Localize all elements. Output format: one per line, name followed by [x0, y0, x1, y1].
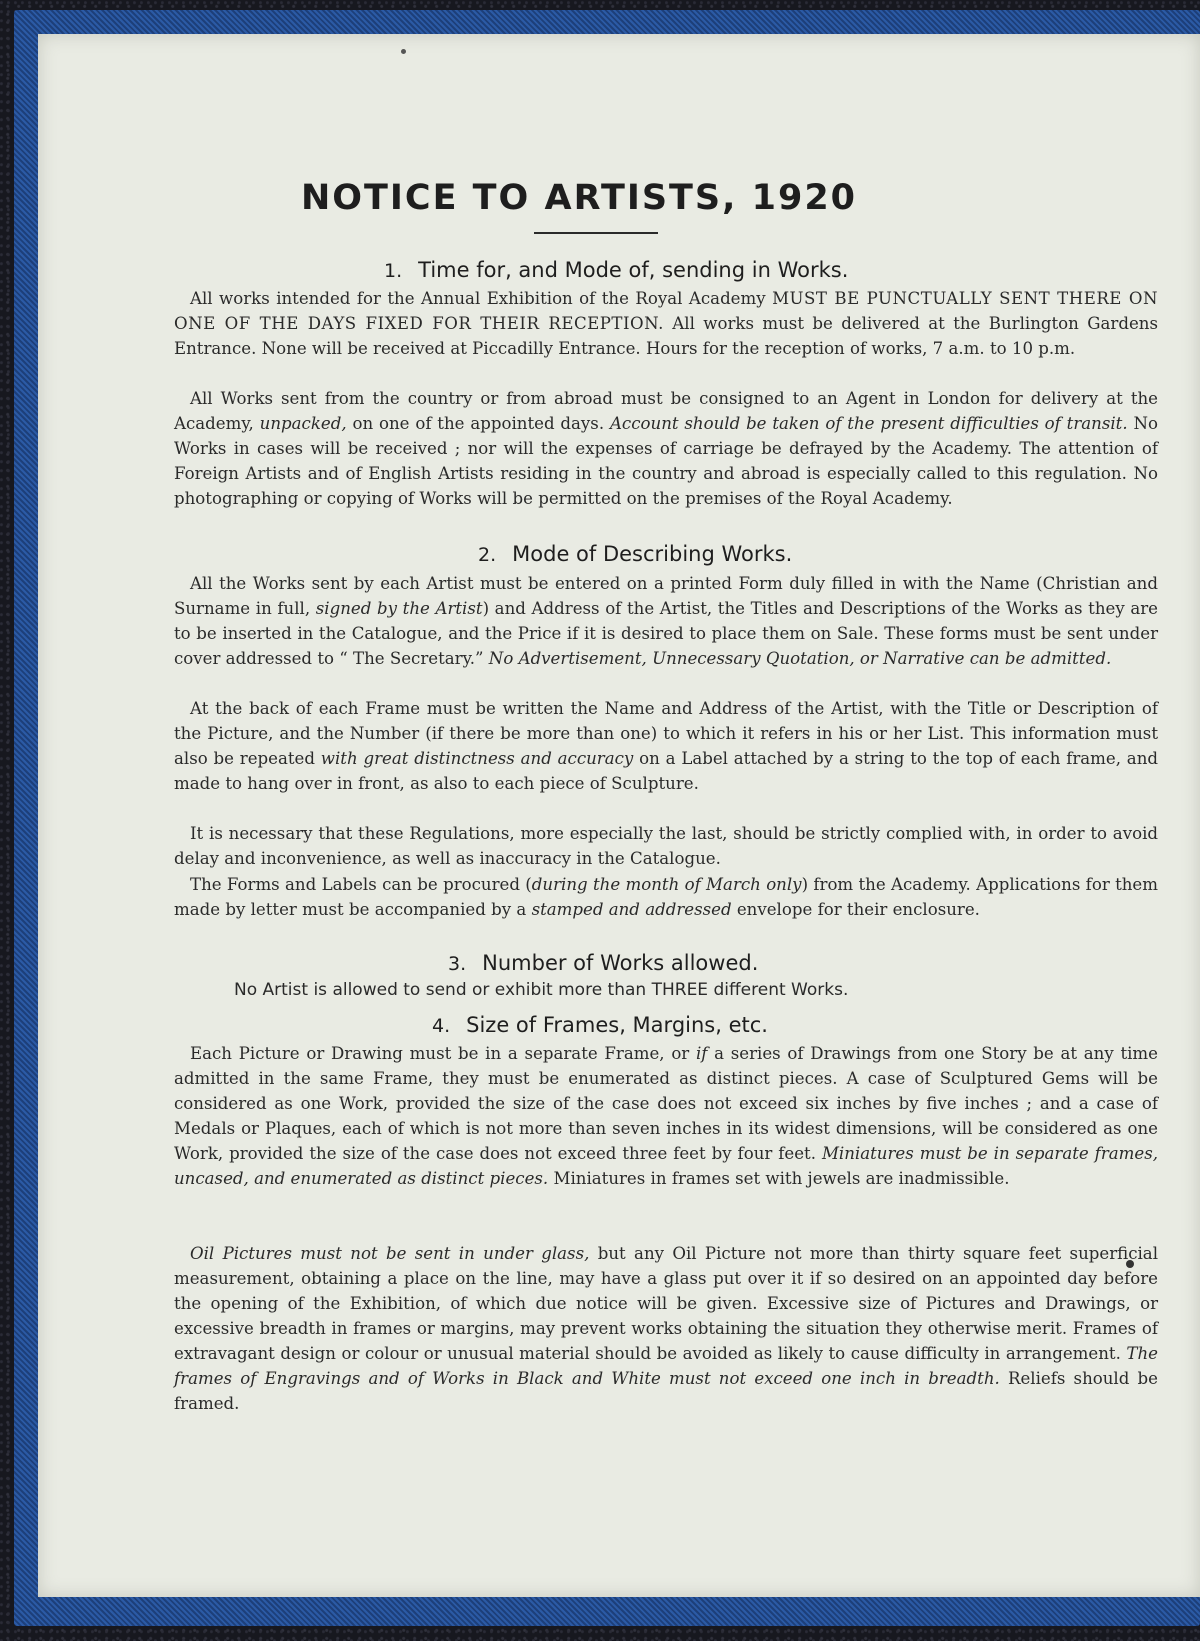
text-run: envelope for their enclosure. [731, 900, 980, 919]
italic-run: Account should be taken of the present difficulties of transit. [609, 414, 1128, 433]
paragraph [174, 872, 1158, 922]
section-number: 1. [384, 260, 403, 282]
paragraph [174, 821, 1158, 871]
text-run: All works intended for the Annual Exhibition of the Royal Academy [190, 289, 773, 308]
text-run: All the Works sent by each Artist must be entered on a printed Form duly filled in with the Name (Christian and Surname in full, [174, 574, 1158, 618]
text-run: No Artist is allowed to send or exhibit more than THREE different Works. [234, 980, 849, 1000]
text-run: No Works in cases will be received ; nor will the expenses of carriage be defrayed by the Academy. The attention of Foreign Artists and of English Artists residing in the country and abroad is especially called to this regulation. No photographing or copying of Works will be permitted on the premises of the Royal Academy. [174, 414, 1158, 508]
section-title: Time for, and Mode of, sending in Works. [418, 258, 849, 282]
text-run: on one of the appointed days. [346, 414, 610, 433]
text-run: It is necessary that these Regulations, more especially the last, should be strictly complied with, in order to avoid delay and inconvenience, as well as inaccuracy in the Catalogue. [174, 824, 1158, 868]
section-title: Mode of Describing Works. [512, 542, 793, 566]
title-divider [534, 232, 658, 234]
section-heading-size-of-frames [432, 1013, 768, 1037]
text-run: The Forms and Labels can be procured ( [190, 875, 532, 894]
section-number: 4. [432, 1015, 451, 1037]
paragraph [234, 980, 848, 1000]
text-run: a series of Drawings from one Story be at any time admitted in the same Frame, they must be enumerated as distinct pieces. A case of Sculptured Gems will be considered as one Work, provided the size of the case does not exceed six inches by five inches ; and a case of Medals or Plaques, each of which is not more than seven inches in its widest dimensions, will be considered as one Work, provided the size of the case does not exceed three feet by four feet. [174, 1044, 1158, 1163]
section-title: Number of Works allowed. [482, 951, 759, 975]
italic-run: unpacked, [259, 414, 347, 433]
section-heading-describing-works [478, 542, 792, 566]
text-run: All works must be delivered at the Burlington Gardens Entrance. None will be received at Piccadilly Entrance. Hours for the reception of works, 7 a.m. to 10 p.m. [174, 314, 1158, 358]
text-run: ) from the Academy. Applications for them made by letter must be accompanied by a [174, 875, 1158, 919]
italic-run: Miniatures must be in separate frames, uncased, and enumerated as distinct pieces. [174, 1144, 1158, 1188]
italic-run: The frames of Engravings and of Works in Black and White must not exceed one inch in breadth. [174, 1344, 1158, 1388]
notice-content [174, 34, 1200, 1597]
paragraph [174, 386, 1158, 511]
text-run: ) and Address of the Artist, the Titles and Descriptions of the Works as they are to be inserted in the Catalogue, and the Price if it is desired to place them on Sale. These forms must be sent under cover addressed to “ The Secretary.” [174, 599, 1158, 668]
section-number: 3. [448, 953, 467, 975]
section-heading-number-of-works [448, 951, 758, 975]
paragraph [174, 1241, 1158, 1416]
section-heading-time-and-mode [384, 258, 848, 282]
italic-run: No Advertisement, Unnecessary Quotation, or Narrative can be admitted. [488, 649, 1112, 668]
caps-run: MUST BE PUNCTUALLY SENT THERE ON ONE OF THE DAYS FIXED FOR THEIR RECEPTION. [174, 289, 1158, 333]
text-run: All Works sent from the country or from abroad must be consigned to an Agent in London for delivery at the Academy, [174, 389, 1158, 433]
paragraph [174, 286, 1158, 361]
paragraph [174, 696, 1158, 796]
text-run: Miniatures in frames set with jewels are inadmissible. [548, 1169, 1010, 1188]
text-run: on a Label attached by a string to the top of each frame, and made to hang over in front, as also to each piece of Sculpture. [174, 749, 1159, 793]
page-title: NOTICE TO ARTISTS, 1920 [300, 178, 858, 218]
italic-run: if [695, 1044, 708, 1063]
text-run: Reliefs should be framed. [174, 1369, 1158, 1413]
text-run: Each Picture or Drawing must be in a separate Frame, or [190, 1044, 696, 1063]
text-run: but any Oil Picture not more than thirty square feet superficial measurement, obtaining a place on the line, may have a glass put over it if so desired on an appointed day before the opening of the Exhibition, of which due notice will be given. Excessive size of Pictures and Drawings, or excessive breadth in frames or margins, may prevent works obtaining the situation they otherwise merit. Frames of extravagant design or colour or unusual material should be avoided as likely to cause difficulty in arrangement. [174, 1244, 1159, 1363]
italic-run: during the month of March only [531, 875, 802, 894]
paragraph [174, 1041, 1158, 1191]
book-page [38, 34, 1200, 1597]
italic-run: signed by the Artist [315, 599, 483, 618]
text-run: At the back of each Frame must be written the Name and Address of the Artist, with the Title or Description of the Picture, and the Number (if there be more than one) to which it refers in his or her List. This information must also be repeated [174, 699, 1158, 768]
italic-run: stamped and addressed [531, 900, 732, 919]
italic-run: Oil Pictures must not be sent in under glass, [190, 1244, 590, 1263]
section-number: 2. [478, 544, 497, 566]
italic-run: with great distinctness and accuracy [320, 749, 634, 768]
paragraph [174, 571, 1158, 671]
section-title: Size of Frames, Margins, etc. [466, 1013, 768, 1037]
